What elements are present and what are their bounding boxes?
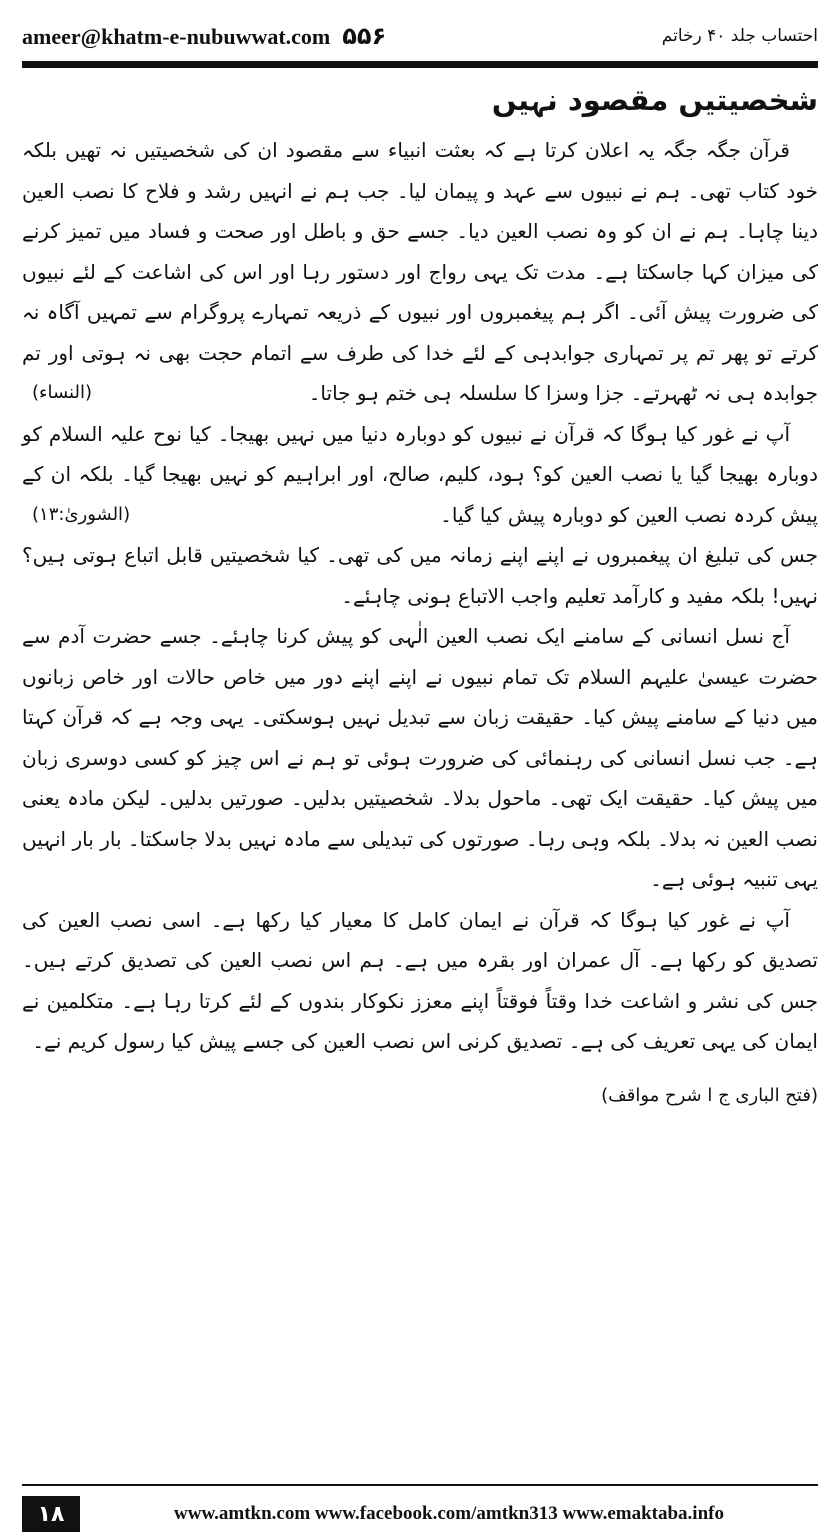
page-header [22, 14, 818, 58]
paragraph-3-text: جس کی تبلیغ ان پیغمبروں نے اپنے اپنے زمانہ میں کی تھی۔ کیا شخصیتیں قابل اتباع ہوتی ہیں؟ نہیں! بلکہ مفید و کارآمد تعلیم واجب الاتباع ہونی چاہئے۔ [22, 543, 818, 608]
paragraph-4 [22, 616, 818, 900]
header-left [22, 22, 386, 50]
footer-page-number: ۱۸ [22, 1496, 80, 1532]
paragraph-1-reference: (النساء) [32, 382, 92, 403]
paragraph-2-text: آپ نے غور کیا ہوگا کہ قرآن نے نبیوں کو دوبارہ دنیا میں نہیں بھیجا۔ کیا نوح علیہ السلام کو دوبارہ بھیجا گیا یا نصب العین کو؟ ہود، کلیم، صالح، اور ابراہیم کو نہیں بھیجا گیا۔ بلکہ ان کے پیش کردہ نصب العین کو دوبارہ پیش کیا گیا۔ [22, 421, 818, 527]
header-page-number: ۵۵۶ [342, 22, 387, 50]
footer-links: www.amtkn.com www.facebook.com/amtkn313 www.emaktaba.info [174, 1503, 724, 1524]
paragraph-5-text: آپ نے غور کیا ہوگا کہ قرآن نے ایمان کامل کا معیار کیا رکھا ہے۔ اسی نصب العین کی تصدیق کو رکھا ہے۔ آل عمران اور بقرہ میں ہے۔ ہم اس نصب العین کی تصدیق کرتے ہیں۔ جس کی نشر و اشاعت خدا وقتاً فوقتاً اپنے معزز نکوکار بندوں کے لئے کرتا رہا ہے۔ متکلمین نے ایمان کی یہی تعریف کی ہے۔ تصدیق کرنی اس نصب العین کی جسے پیش کیا رسول کریم نے۔ [22, 907, 818, 1053]
paragraph-3 [22, 535, 818, 616]
page-content [22, 70, 818, 1460]
paragraph-2 [22, 414, 818, 536]
section-title: شخصیتیں مقصود نہیں [491, 83, 818, 117]
paragraph-2-reference: (الشوریٰ:۱۳) [32, 503, 131, 525]
paragraph-1 [22, 130, 818, 414]
page-footer [22, 1494, 818, 1534]
paragraph-1-text: قرآن جگہ جگہ یہ اعلان کرتا ہے کہ بعثت انبیاء سے مقصود ان کی شخصیتیں نہ تھیں بلکہ خود کتاب تھی۔ ہم نے نبیوں سے عہد و پیمان لیا۔ جب ہم نے انہیں رشد و فلاح کا نصب العین دینا چاہا۔ ہم نے ان کو وہ نصب العین دیا۔ جسے حق و باطل اور صحت و فساد میں تمیز کرنے کی میزان کہا جاسکتا ہے۔ مدت تک یہی رواج اور دستور رہا اور اس کی اشاعت کے لئے نبیوں کی ضرورت پیش آئی۔ اگر ہم پیغمبروں اور نبیوں کے ذریعہ تمہارے پروگرام سے تمہیں آگاہ نہ کرتے تو پھر تم پر تمہاری جوابدہی کے لئے خدا کی طرف سے اتمام حجت بھی نہ ہوتی اور تم جوابدہ ہی نہ ٹھہرتے۔ جزا وسزا کا سلسلہ ہی ختم ہو جاتا۔ [22, 138, 818, 405]
paragraph-4-text: آج نسل انسانی کے سامنے ایک نصب العین الٰہی کو پیش کرنا چاہئے۔ جسے حضرت آدم سے حضرت عیسیٰ علیہم السلام تک تمام نبیوں نے اپنے اپنے دور میں خاص حالات اور خاص زبانوں میں دنیا کے سامنے پیش کیا۔ حقیقت زبان سے تبدیل نہیں ہوسکتی۔ یہی وجہ ہے کہ قرآن کہتا ہے۔ جب نسل انسانی کی رہنمائی کی ضرورت ہوئی تو ہم نے اس چیز کو کسی دوسری زبان میں پیش کیا۔ حقیقت ایک تھی۔ ماحول بدلا۔ شخصیتیں بدلیں۔ صورتیں بدلیں۔ لیکن مادہ یعنی نصب العین نہ بدلا۔ بلکہ وہی رہا۔ صورتوں کی تبدیلی سے مادہ نہیں بدلا جاسکتا۔ بار بار انہیں یہی تنبیہ ہوئی ہے۔ [22, 624, 818, 891]
footer-rule [22, 1484, 818, 1486]
paragraph-5 [22, 900, 818, 1062]
source-citation: (فتح الباری ج ا شرح مواقف) [601, 1084, 818, 1106]
header-email: ameer@khatm-e-nubuwwat.com [22, 24, 331, 49]
header-rule [22, 61, 818, 68]
header-book-title: احتساب جلد ۴۰ رخاتم [661, 26, 818, 46]
